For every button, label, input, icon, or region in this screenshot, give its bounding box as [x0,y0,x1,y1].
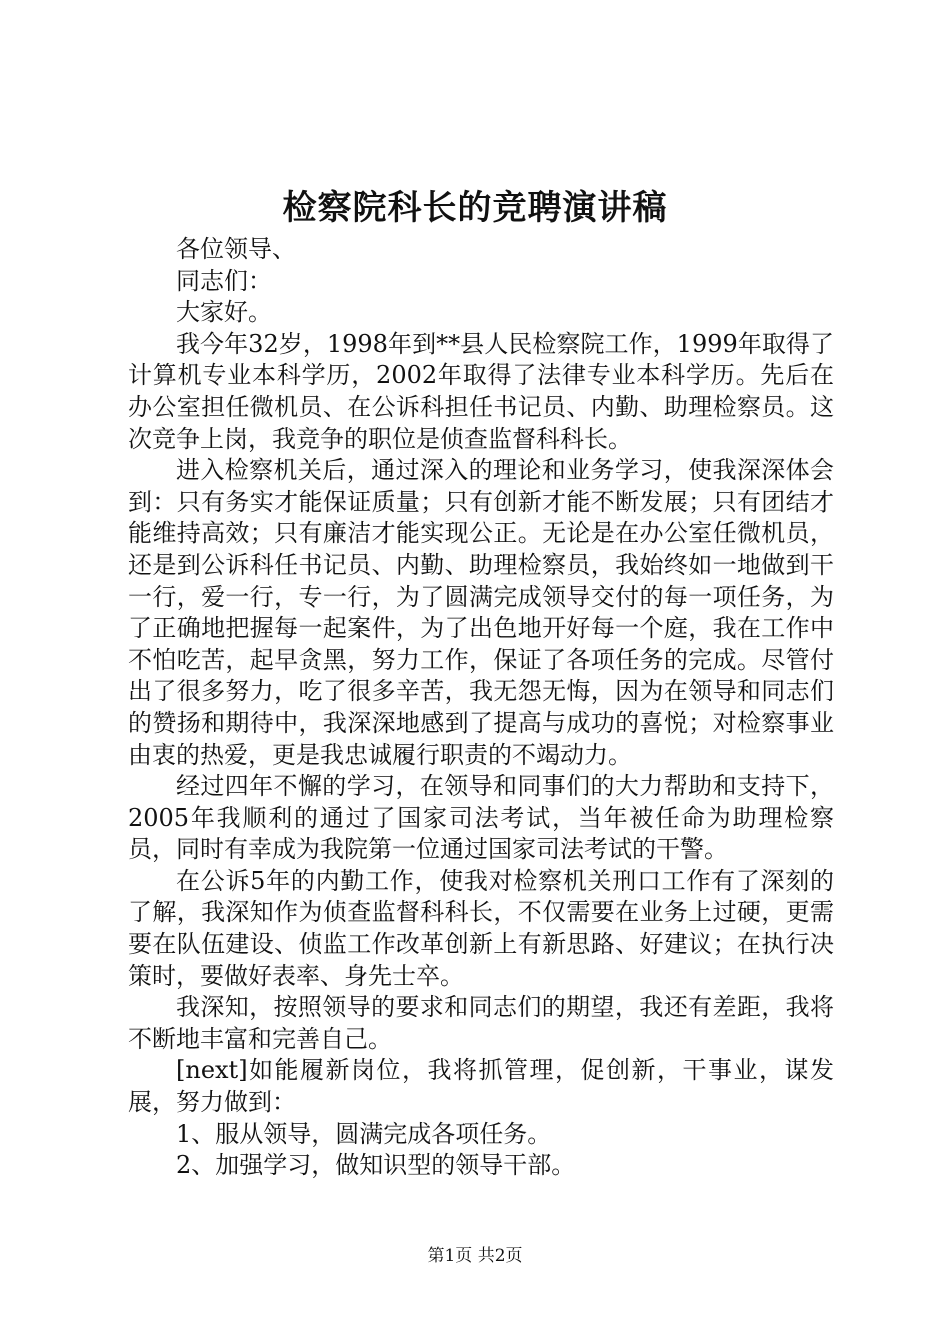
body-paragraph: 经过四年不懈的学习，在领导和同事们的大力帮助和支持下，2005年我顺利的通过了国家司法考试，当年被任命为助理检察员，同时有幸成为我院第一位通过国家司法考试的干警。 [128,772,834,864]
document-body [128,234,834,1182]
salutation-line: 同志们： [176,266,272,295]
salutation-line: 各位领导、 [176,235,296,263]
body-paragraph: 进入检察机关后，通过深入的理论和业务学习，使我深深体会到：只有务实才能保证质量；只有创新才能不断发展；只有团结才能维持高效；只有廉洁才能实现公正。无论是在办公室任微机员，还是到公诉科任书记员、内勤、助理检察员，我始终如一地做到干一行，爱一行，专一行，为了圆满完成领导交付的每一项任务，为了正确地把握每一起案件，为了出色地开好每一个庭，我在工作中不怕吃苦，起早贪黑，努力工作，保证了各项任务的完成。尽管付出了很多努力，吃了很多辛苦，我无怨无悔，因为在领导和同志们的赞扬和期待中，我深深地感到了提高与成功的喜悦；对检察事业由衷的热爱，更是我忠诚履行职责的不竭动力。 [128,456,834,769]
document-title: 检察院科长的竞聘演讲稿 [282,188,668,228]
list-item: 2、加强学习，做知识型的领导干部。 [176,1151,576,1180]
body-paragraph: 在公诉5年的内勤工作，使我对检察机关刑口工作有了深刻的了解，我深知作为侦查监督科科长，不仅需要在业务上过硬，更需要在队伍建设、侦监工作改革创新上有新思路、好建议；在执行决策时，要做好表率、身先士卒。 [128,866,834,990]
greeting-line: 大家好。 [176,298,272,327]
body-paragraph: 我深知，按照领导的要求和同志们的期望，我还有差距，我将不断地丰富和完善自己。 [128,993,834,1053]
body-paragraph: 我今年32岁，1998年到**县人民检察院工作，1999年取得了计算机专业本科学历，2002年取得了法律专业本科学历。先后在办公室担任微机员、在公诉科担任书记员、内勤、助理检察员。这次竞争上岗，我竞争的职位是侦查监督科科长。 [128,329,834,453]
list-item: 1、服从领导，圆满完成各项任务。 [176,1119,552,1148]
page-footer: 第1页 共2页 [427,1246,523,1266]
body-paragraph: [next]如能履新岗位，我将抓管理，促创新，干事业，谋发展，努力做到： [128,1056,834,1117]
